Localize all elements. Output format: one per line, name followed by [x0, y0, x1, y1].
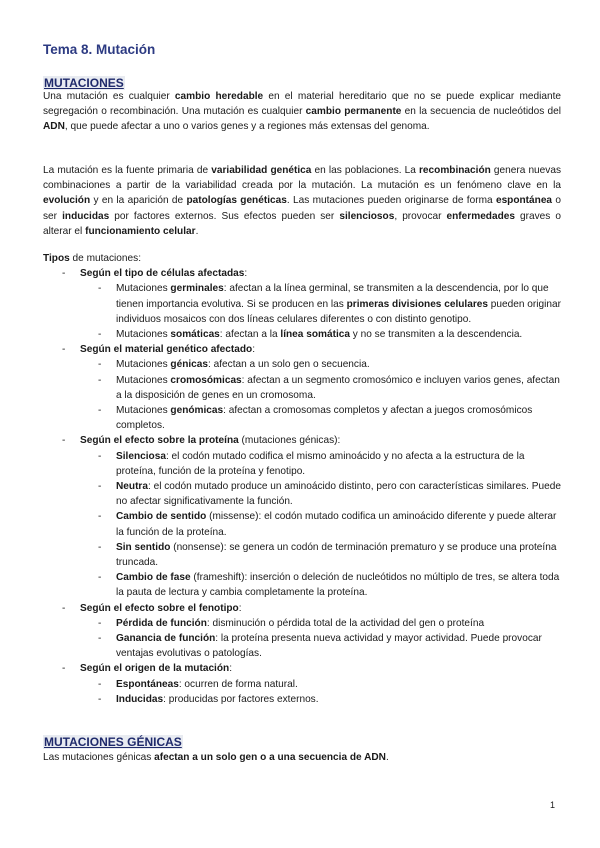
text-run: .	[385, 752, 389, 763]
dash-bullet: -	[98, 374, 102, 386]
type-item	[43, 616, 563, 631]
text-run: : afectan a un solo gen o secuencia.	[208, 359, 370, 371]
bold-text: Pérdida de función	[116, 617, 207, 629]
text-run: de mutaciones:	[69, 253, 141, 264]
bold-text: evolución	[43, 195, 91, 207]
bold-text: enfermedades	[446, 210, 515, 222]
type-item-text	[116, 375, 560, 401]
text-run: : afectan a un segmento cromosómico e incluyen varios genes, afectan a la disposición de genes en un cromosoma.	[116, 374, 560, 401]
text-run: : el codón mutado produce un aminoácido distinto, pero con características similares. Puede no afectar significativamente la función.	[116, 481, 561, 508]
bold-text: primeras divisiones celulares	[346, 298, 488, 310]
type-group-label	[80, 268, 247, 279]
text-run: :	[238, 602, 242, 614]
text-run: (mutaciones génicas):	[238, 435, 341, 447]
type-item	[43, 327, 563, 342]
bold-text: Tipos	[43, 253, 70, 264]
bold-text: recombinación	[419, 165, 491, 176]
bold-text: genómicas	[170, 405, 224, 417]
dash-bullet: -	[98, 617, 102, 629]
page-number: 1	[549, 800, 555, 810]
types-container	[43, 266, 563, 707]
text-run: Una mutación es cualquier	[43, 91, 175, 102]
text-run: . Las mutaciones pueden originarse de forma	[286, 195, 496, 207]
type-group	[43, 433, 563, 448]
bold-text: cromosómicas	[170, 374, 242, 386]
type-item-text	[116, 572, 559, 598]
dash-bullet: -	[98, 283, 102, 295]
mutation-types-list	[43, 251, 563, 707]
bold-text: Inducidas	[116, 693, 164, 705]
bold-text: funcionamiento celular	[85, 225, 196, 237]
type-item	[43, 357, 563, 372]
text-run: Mutaciones	[116, 329, 171, 341]
text-run: graves o alterar el	[43, 210, 562, 237]
text-run: (missense): el codón mutado codifica un aminoácido diferente y puede alterar la función de la proteína.	[116, 511, 557, 538]
type-item-text	[116, 359, 370, 370]
bold-text: somáticas	[170, 329, 220, 341]
type-item-text	[116, 618, 484, 629]
text-run: :	[244, 268, 248, 280]
type-item	[43, 449, 563, 479]
type-group-label	[80, 663, 232, 674]
text-run: .	[195, 225, 199, 237]
text-run: La mutación es la fuente primaria de	[43, 165, 212, 176]
text-run: y en la aparición de	[90, 195, 187, 207]
bold-text: germinales	[170, 283, 224, 295]
text-run: : el codón mutado codifica el mismo aminoácido y no afecta a la estructura de la proteína, función de la proteína y fenotipo.	[116, 450, 525, 477]
dash-bullet: -	[98, 541, 102, 553]
text-run: : producidas por factores externos.	[163, 693, 319, 705]
type-item	[43, 479, 563, 509]
dash-bullet: -	[62, 602, 66, 614]
bold-text: patologías genéticas	[186, 195, 287, 207]
type-item	[43, 631, 563, 661]
type-group	[43, 342, 563, 357]
section-heading-mutaciones-genicas: MUTACIONES GÉNICAS	[44, 735, 182, 749]
text-run: : la proteína presenta nueva actividad y mayor actividad. Puede provocar ventajas evolutivas o patologías.	[116, 633, 542, 660]
text-run: , que puede afectar a uno o varios genes y a regiones más extensas del genoma.	[64, 121, 430, 133]
text-run: Mutaciones	[116, 359, 171, 371]
text-run: (frameshift): inserción o deleción de nucleótidos no múltiplo de tres, se altera toda la pauta de lectura y cambia completamente la proteína.	[116, 572, 560, 599]
bold-text: Según el material genético afectado	[80, 344, 253, 356]
paragraph-definition	[43, 89, 561, 135]
dash-bullet: -	[98, 633, 102, 645]
bold-text: ADN	[43, 121, 65, 133]
dash-bullet: -	[62, 435, 66, 447]
text-run: (nonsense): se genera un codón de terminación prematuro y se produce una proteína truncada.	[116, 541, 557, 569]
text-run: en la secuencia de nucleótidos del	[401, 106, 562, 118]
text-run: , provocar	[394, 210, 447, 222]
type-item-text	[116, 694, 319, 705]
dash-bullet: -	[98, 405, 102, 417]
type-item	[43, 281, 563, 327]
bold-text: afectan a un solo gen o a una secuencia de ADN	[154, 752, 386, 763]
text-run: : afectan a cromosomas completos y afectan a juegos cromosómicos completos.	[116, 405, 533, 432]
type-item-text	[116, 633, 542, 659]
bold-text: Silenciosa	[116, 450, 166, 462]
text-run: Las mutaciones génicas	[43, 752, 155, 763]
bold-text: inducidas	[62, 210, 110, 222]
types-intro	[43, 251, 563, 266]
text-run: : afectan a la	[219, 329, 281, 341]
type-group-label	[80, 435, 340, 446]
dash-bullet: -	[98, 359, 102, 371]
text-run: pueden originar individuos mosaicos con dos líneas celulares diferentes o con distinto genotipo.	[116, 298, 561, 325]
type-item-text	[116, 481, 561, 507]
bold-text: Sin sentido	[116, 541, 171, 553]
type-group	[43, 661, 563, 676]
type-item-text	[116, 679, 298, 690]
bold-text: génicas	[170, 359, 209, 371]
bold-text: cambio permanente	[305, 106, 402, 118]
text-run: Mutaciones	[116, 374, 171, 386]
type-item-text	[116, 511, 556, 537]
dash-bullet: -	[98, 693, 102, 705]
text-run: : afectan a la línea germinal, se transmiten a la descendencia, por lo que tienen importancia evolutiva. Si se producen en las	[116, 283, 549, 310]
bold-text: línea somática	[280, 329, 350, 341]
type-item	[43, 570, 563, 600]
type-item	[43, 509, 563, 539]
text-run: y no se transmiten a la descendencia.	[349, 329, 523, 341]
text-run: Mutaciones	[116, 405, 171, 417]
type-group-label	[80, 344, 255, 355]
bold-text: Espontáneas	[116, 678, 179, 690]
bold-text: Según el tipo de células afectadas	[80, 268, 245, 280]
dash-bullet: -	[98, 511, 102, 523]
bold-text: silenciosos	[339, 210, 395, 222]
bold-text: Según el origen de la mutación	[80, 663, 230, 675]
type-group-label	[80, 603, 242, 614]
paragraph-gene-mutations	[43, 750, 561, 765]
bold-text: Cambio de fase	[116, 572, 191, 584]
text-run: : disminución o pérdida total de la actividad del gen o proteína	[206, 617, 485, 629]
text-run: :	[252, 344, 256, 356]
text-run: en las poblaciones. La	[311, 165, 419, 176]
text-run: : ocurren de forma natural.	[178, 678, 298, 690]
type-item-text	[116, 283, 561, 324]
dash-bullet: -	[98, 481, 102, 493]
dash-bullet: -	[62, 663, 66, 675]
bold-text: cambio heredable	[174, 91, 264, 102]
text-run: o ser	[43, 195, 561, 222]
type-item-text	[116, 405, 532, 431]
type-item	[43, 692, 563, 707]
bold-text: Ganancia de función	[116, 633, 216, 645]
dash-bullet: -	[98, 678, 102, 690]
type-item-text	[116, 329, 522, 340]
bold-text: Según el efecto sobre el fenotipo	[80, 602, 239, 614]
paragraph-variability	[43, 163, 561, 239]
type-group	[43, 266, 563, 281]
text-run: :	[229, 663, 233, 675]
dash-bullet: -	[98, 329, 102, 341]
type-group	[43, 601, 563, 616]
type-item	[43, 403, 563, 433]
dash-bullet: -	[62, 268, 66, 280]
text-run: genera nuevas combinaciones a partir de la variabilidad creada por la mutación. La mutación es un fenómeno clave en la	[43, 165, 561, 192]
bold-text: espontánea	[495, 195, 553, 207]
bold-text: variabilidad genética	[211, 165, 312, 176]
dash-bullet: -	[62, 344, 66, 356]
type-item-text	[116, 451, 524, 477]
bold-text: Neutra	[116, 481, 148, 493]
text-run: en el material hereditario que no se puede explicar mediante segregación o recombinación. Una mutación es cualquier	[43, 91, 561, 118]
dash-bullet: -	[98, 450, 102, 462]
dash-bullet: -	[98, 572, 102, 584]
page-title: Tema 8. Mutación	[43, 42, 156, 57]
type-item	[43, 540, 563, 570]
type-item	[43, 677, 563, 692]
type-item-text	[116, 542, 556, 568]
text-run: por factores externos. Sus efectos pueden ser	[109, 210, 340, 222]
bold-text: Cambio de sentido	[116, 511, 207, 523]
section-heading-mutaciones: MUTACIONES	[44, 76, 124, 90]
bold-text: Según el efecto sobre la proteína	[80, 435, 239, 447]
text-run: Mutaciones	[116, 283, 171, 295]
type-item	[43, 373, 563, 403]
